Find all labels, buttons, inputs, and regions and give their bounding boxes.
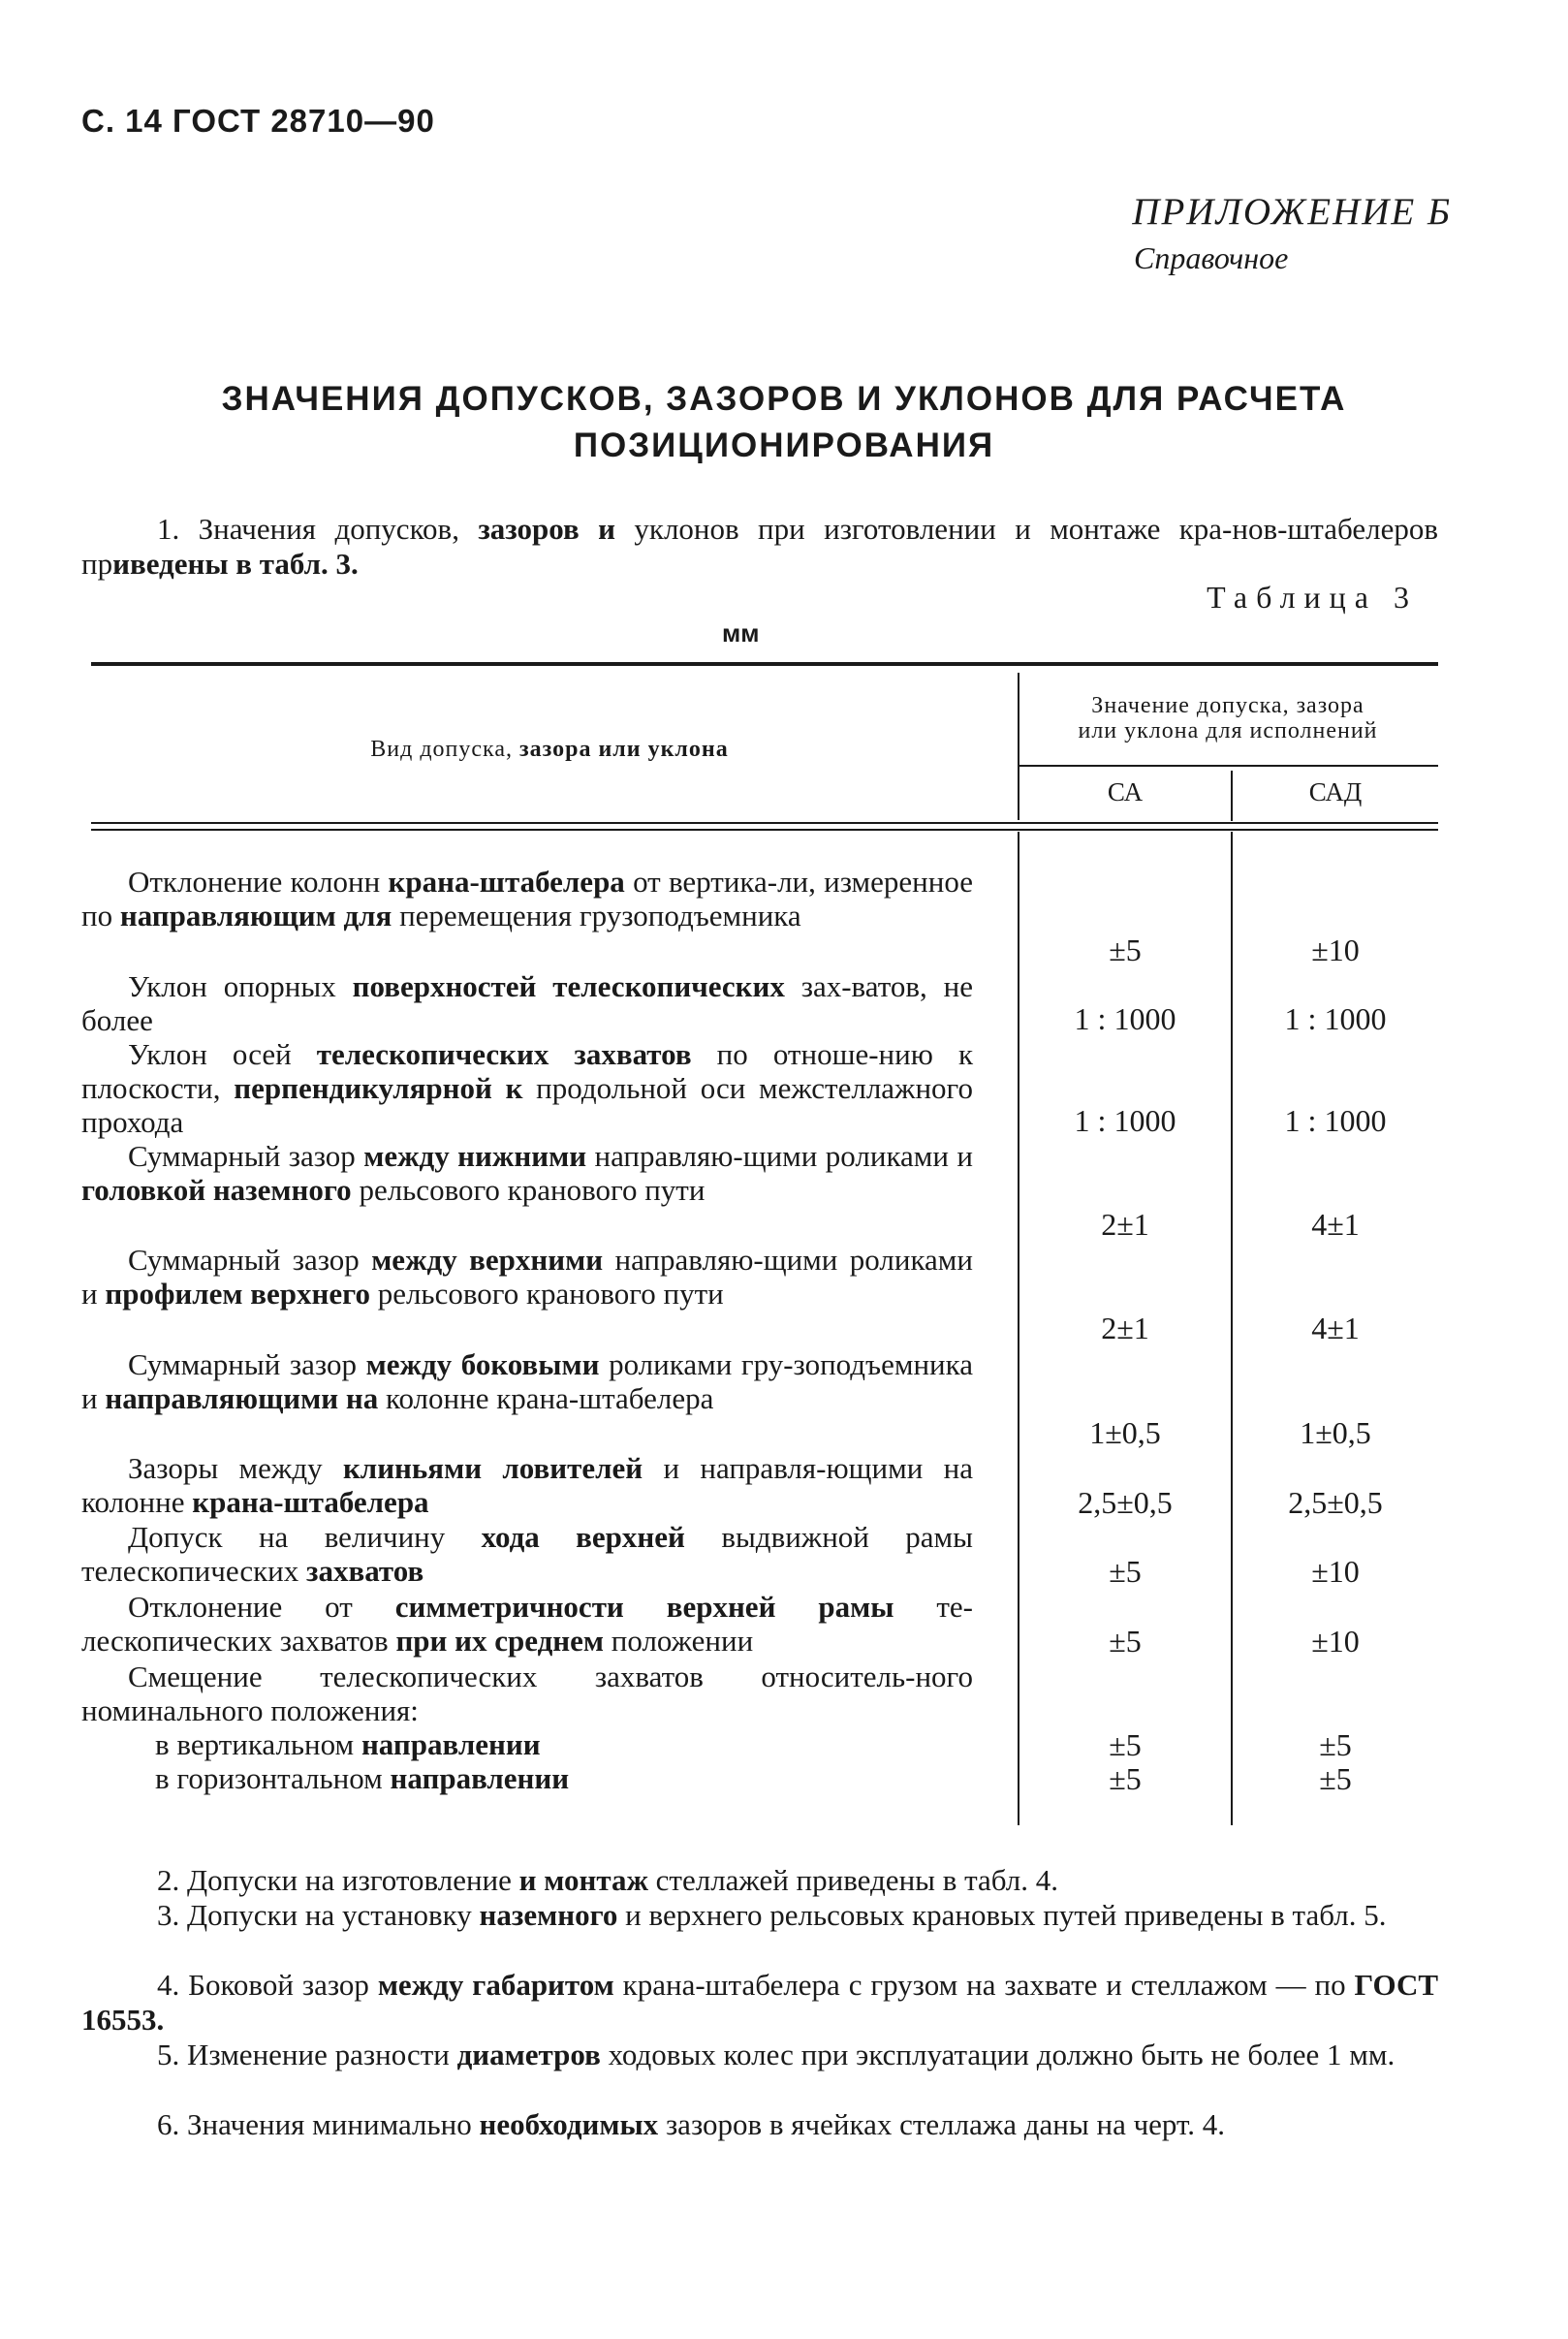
table-header-rule-1 — [91, 822, 1438, 824]
note-paragraph: 5. Изменение разности диаметров ходовых колес при эксплуатации должно быть не более 1 мм. — [157, 2038, 1396, 2071]
value-ca: ±5 — [1109, 1554, 1142, 1589]
value-ca: ±5 — [1109, 1727, 1142, 1762]
value-cad: ±10 — [1311, 1624, 1360, 1659]
value-ca: ±5 — [1109, 932, 1142, 967]
table-row: Уклон осей телескопических захватов по отноше-нию к плоскости, перпендикулярной к продольной оси межстеллажного прохода — [81, 1037, 974, 1139]
value-ca: ±5 — [1109, 1761, 1142, 1796]
table-row: Допуск на величину хода верхней выдвижной рамы телескопических захватов — [81, 1520, 973, 1588]
note-paragraph: 2. Допуски на изготовление и монтаж стеллажей приведены в табл. 4. — [157, 1863, 1059, 1897]
appendix-subtitle: Справочное — [1134, 240, 1289, 275]
table-subrow: в горизонтальном направлении — [155, 1761, 570, 1795]
value-cad: 1±0,5 — [1300, 1415, 1371, 1450]
page-header: С. 14 ГОСТ 28710—90 — [81, 103, 435, 139]
value-cad: 2,5±0,5 — [1288, 1485, 1383, 1520]
table-row: Суммарный зазор между боковыми роликами гру-зоподъемника и направляющими на колонне крана-штабелера — [81, 1347, 973, 1415]
value-ca: 1 : 1000 — [1074, 1001, 1176, 1036]
table-row: Отклонение от симметричности верхней рамы те-лескопических захватов при их среднем положении — [81, 1590, 973, 1658]
table-col-cad: САД — [1308, 777, 1363, 806]
value-ca: 2,5±0,5 — [1078, 1485, 1173, 1520]
table-subrow: в вертикальном направлении — [155, 1727, 541, 1761]
value-cad: 4±1 — [1311, 1311, 1360, 1345]
table-header-rule-2 — [91, 829, 1438, 831]
title-line-1: ЗНАЧЕНИЯ ДОПУСКОВ, ЗАЗОРОВ И УКЛОНОВ ДЛЯ РАСЧЕТА — [221, 380, 1347, 418]
table-row: Зазоры между клиньями ловителей и направля-ющими на колонне крана-штабелера — [81, 1451, 973, 1519]
value-cad: ±10 — [1311, 932, 1360, 967]
table-row: Суммарный зазор между верхними направляю-щими роликами и профилем верхнего рельсового кранового пути — [81, 1243, 974, 1311]
value-cad: ±5 — [1319, 1761, 1352, 1796]
note-paragraph: 4. Боковой зазор между габаритом крана-штабелера с грузом на захвате и стеллажом — по ГОСТ 16553. — [81, 1968, 1439, 2037]
table-row: Уклон опорных поверхностей телескопических зах-ватов, не более — [81, 969, 973, 1037]
table-row: Отклонение колонн крана-штабелера от вертика-ли, измеренное по направляющим для перемещения грузоподъемника — [81, 865, 973, 932]
value-ca: 2±1 — [1101, 1311, 1149, 1345]
title-line-2: ПОЗИЦИОНИРОВАНИЯ — [573, 427, 995, 464]
table-header-main: Вид допуска, зазора или уклона — [370, 737, 729, 762]
value-cad: 1 : 1000 — [1284, 1001, 1387, 1036]
value-ca: 1 : 1000 — [1074, 1103, 1176, 1138]
table-row: Суммарный зазор между нижними направляю-щими роликами и головкой наземного рельсового кранового пути — [81, 1139, 974, 1207]
value-cad: 4±1 — [1311, 1207, 1360, 1242]
table-col-ca: СА — [1107, 777, 1144, 806]
note-paragraph: 3. Допуски на установку наземного и верхнего рельсовых крановых путей приведены в табл. 5. — [157, 1898, 1387, 1932]
note-paragraph: 6. Значения минимально необходимых зазоров в ячейках стеллажа даны на черт. 4. — [157, 2107, 1225, 2141]
value-ca: ±5 — [1109, 1624, 1142, 1659]
table-top-rule — [91, 662, 1438, 666]
appendix-title: ПРИЛОЖЕНИЕ Б — [1132, 191, 1452, 233]
table-units: мм — [722, 618, 760, 648]
table-row: Смещение телескопических захватов относитель-ного номинального положения: — [81, 1659, 973, 1727]
intro-paragraph: 1. Значения допусков, зазоров и уклонов при изготовлении и монтаже кра-нов-штабелеров приведены в табл. 3. — [81, 512, 1438, 581]
document-title — [116, 376, 1452, 469]
table-label: Таблица 3 — [1207, 580, 1418, 615]
table-header-group: Значение допуска, зазора или уклона для исполнений — [1078, 693, 1378, 743]
value-cad: ±10 — [1311, 1554, 1360, 1589]
value-cad: 1 : 1000 — [1284, 1103, 1387, 1138]
value-cad: ±5 — [1319, 1727, 1352, 1762]
table-header-divider — [1019, 765, 1438, 767]
value-ca: 1±0,5 — [1089, 1415, 1161, 1450]
value-ca: 2±1 — [1101, 1207, 1149, 1242]
